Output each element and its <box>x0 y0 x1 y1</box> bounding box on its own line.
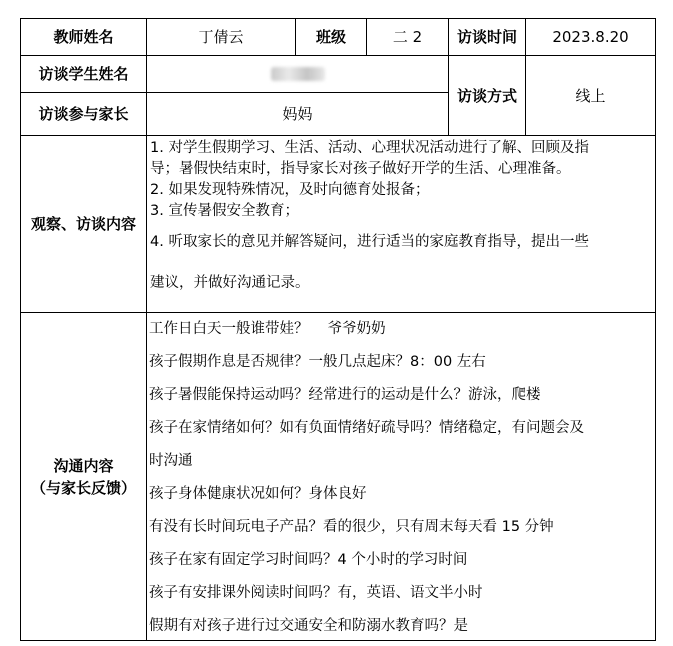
student-name-label: 访谈学生姓名 <box>20 55 147 93</box>
observation-line: 建议，并做好沟通记录。 <box>150 275 310 291</box>
interview-time-label: 访谈时间 <box>448 18 526 56</box>
observation-content <box>146 135 656 313</box>
feedback-line: 孩子身体健康状况如何？身体良好 <box>149 486 367 502</box>
parent-value: 妈妈 <box>146 92 449 136</box>
feedback-line: 孩子假期作息是否规律？一般几点起床？8：00 左右 <box>149 354 486 370</box>
feedback-label-line1: 沟通内容 <box>53 456 114 475</box>
feedback-line: 孩子有安排课外阅读时间吗？有，英语、语文半小时 <box>149 585 483 601</box>
interview-method-label: 访谈方式 <box>448 55 526 136</box>
feedback-line: 孩子在家情绪如何？如有负面情绪好疏导吗？情绪稳定，有问题会及 <box>149 420 584 436</box>
feedback-line: 假期有对孩子进行过交通安全和防溺水教育吗？是 <box>149 618 468 634</box>
teacher-name-value: 丁倩云 <box>146 18 296 56</box>
observation-label: 观察、访谈内容 <box>20 135 147 313</box>
redacted-student-name <box>271 67 325 81</box>
observation-line: 4. 听取家长的意见并解答疑问，进行适当的家庭教育指导，提出一些 <box>150 234 589 250</box>
interview-time-value: 2023.8.20 <box>525 18 656 56</box>
feedback-line: 孩子在家有固定学习时间吗？4 个小时的学习时间 <box>149 552 468 568</box>
class-value: 二 2 <box>366 18 449 56</box>
class-label: 班级 <box>295 18 367 56</box>
feedback-line: 时沟通 <box>149 453 193 469</box>
feedback-line: 有没有长时间玩电子产品？看的很少，只有周末每天看 15 分钟 <box>149 519 554 535</box>
observation-line: 1. 对学生假期学习、生活、活动、心理状况活动进行了解、回顾及指 <box>150 140 589 156</box>
feedback-label-line2: （与家长反馈） <box>30 478 136 497</box>
feedback-label <box>20 312 147 641</box>
observation-line: 3. 宣传暑假安全教育； <box>150 203 299 219</box>
parent-label: 访谈参与家长 <box>20 92 147 136</box>
observation-line: 2. 如果发现特殊情况，及时向德育处报备； <box>150 182 430 198</box>
student-name-value <box>146 55 449 93</box>
teacher-name-label: 教师姓名 <box>20 18 147 56</box>
interview-method-value: 线上 <box>525 55 656 136</box>
feedback-content <box>146 312 656 641</box>
observation-line: 导；暑假快结束时，指导家长对孩子做好开学的生活、心理准备。 <box>150 161 571 177</box>
feedback-line: 工作日白天一般谁带娃？ 爷爷奶奶 <box>149 321 386 337</box>
feedback-line: 孩子暑假能保持运动吗？经常进行的运动是什么？游泳，爬楼 <box>149 387 541 403</box>
